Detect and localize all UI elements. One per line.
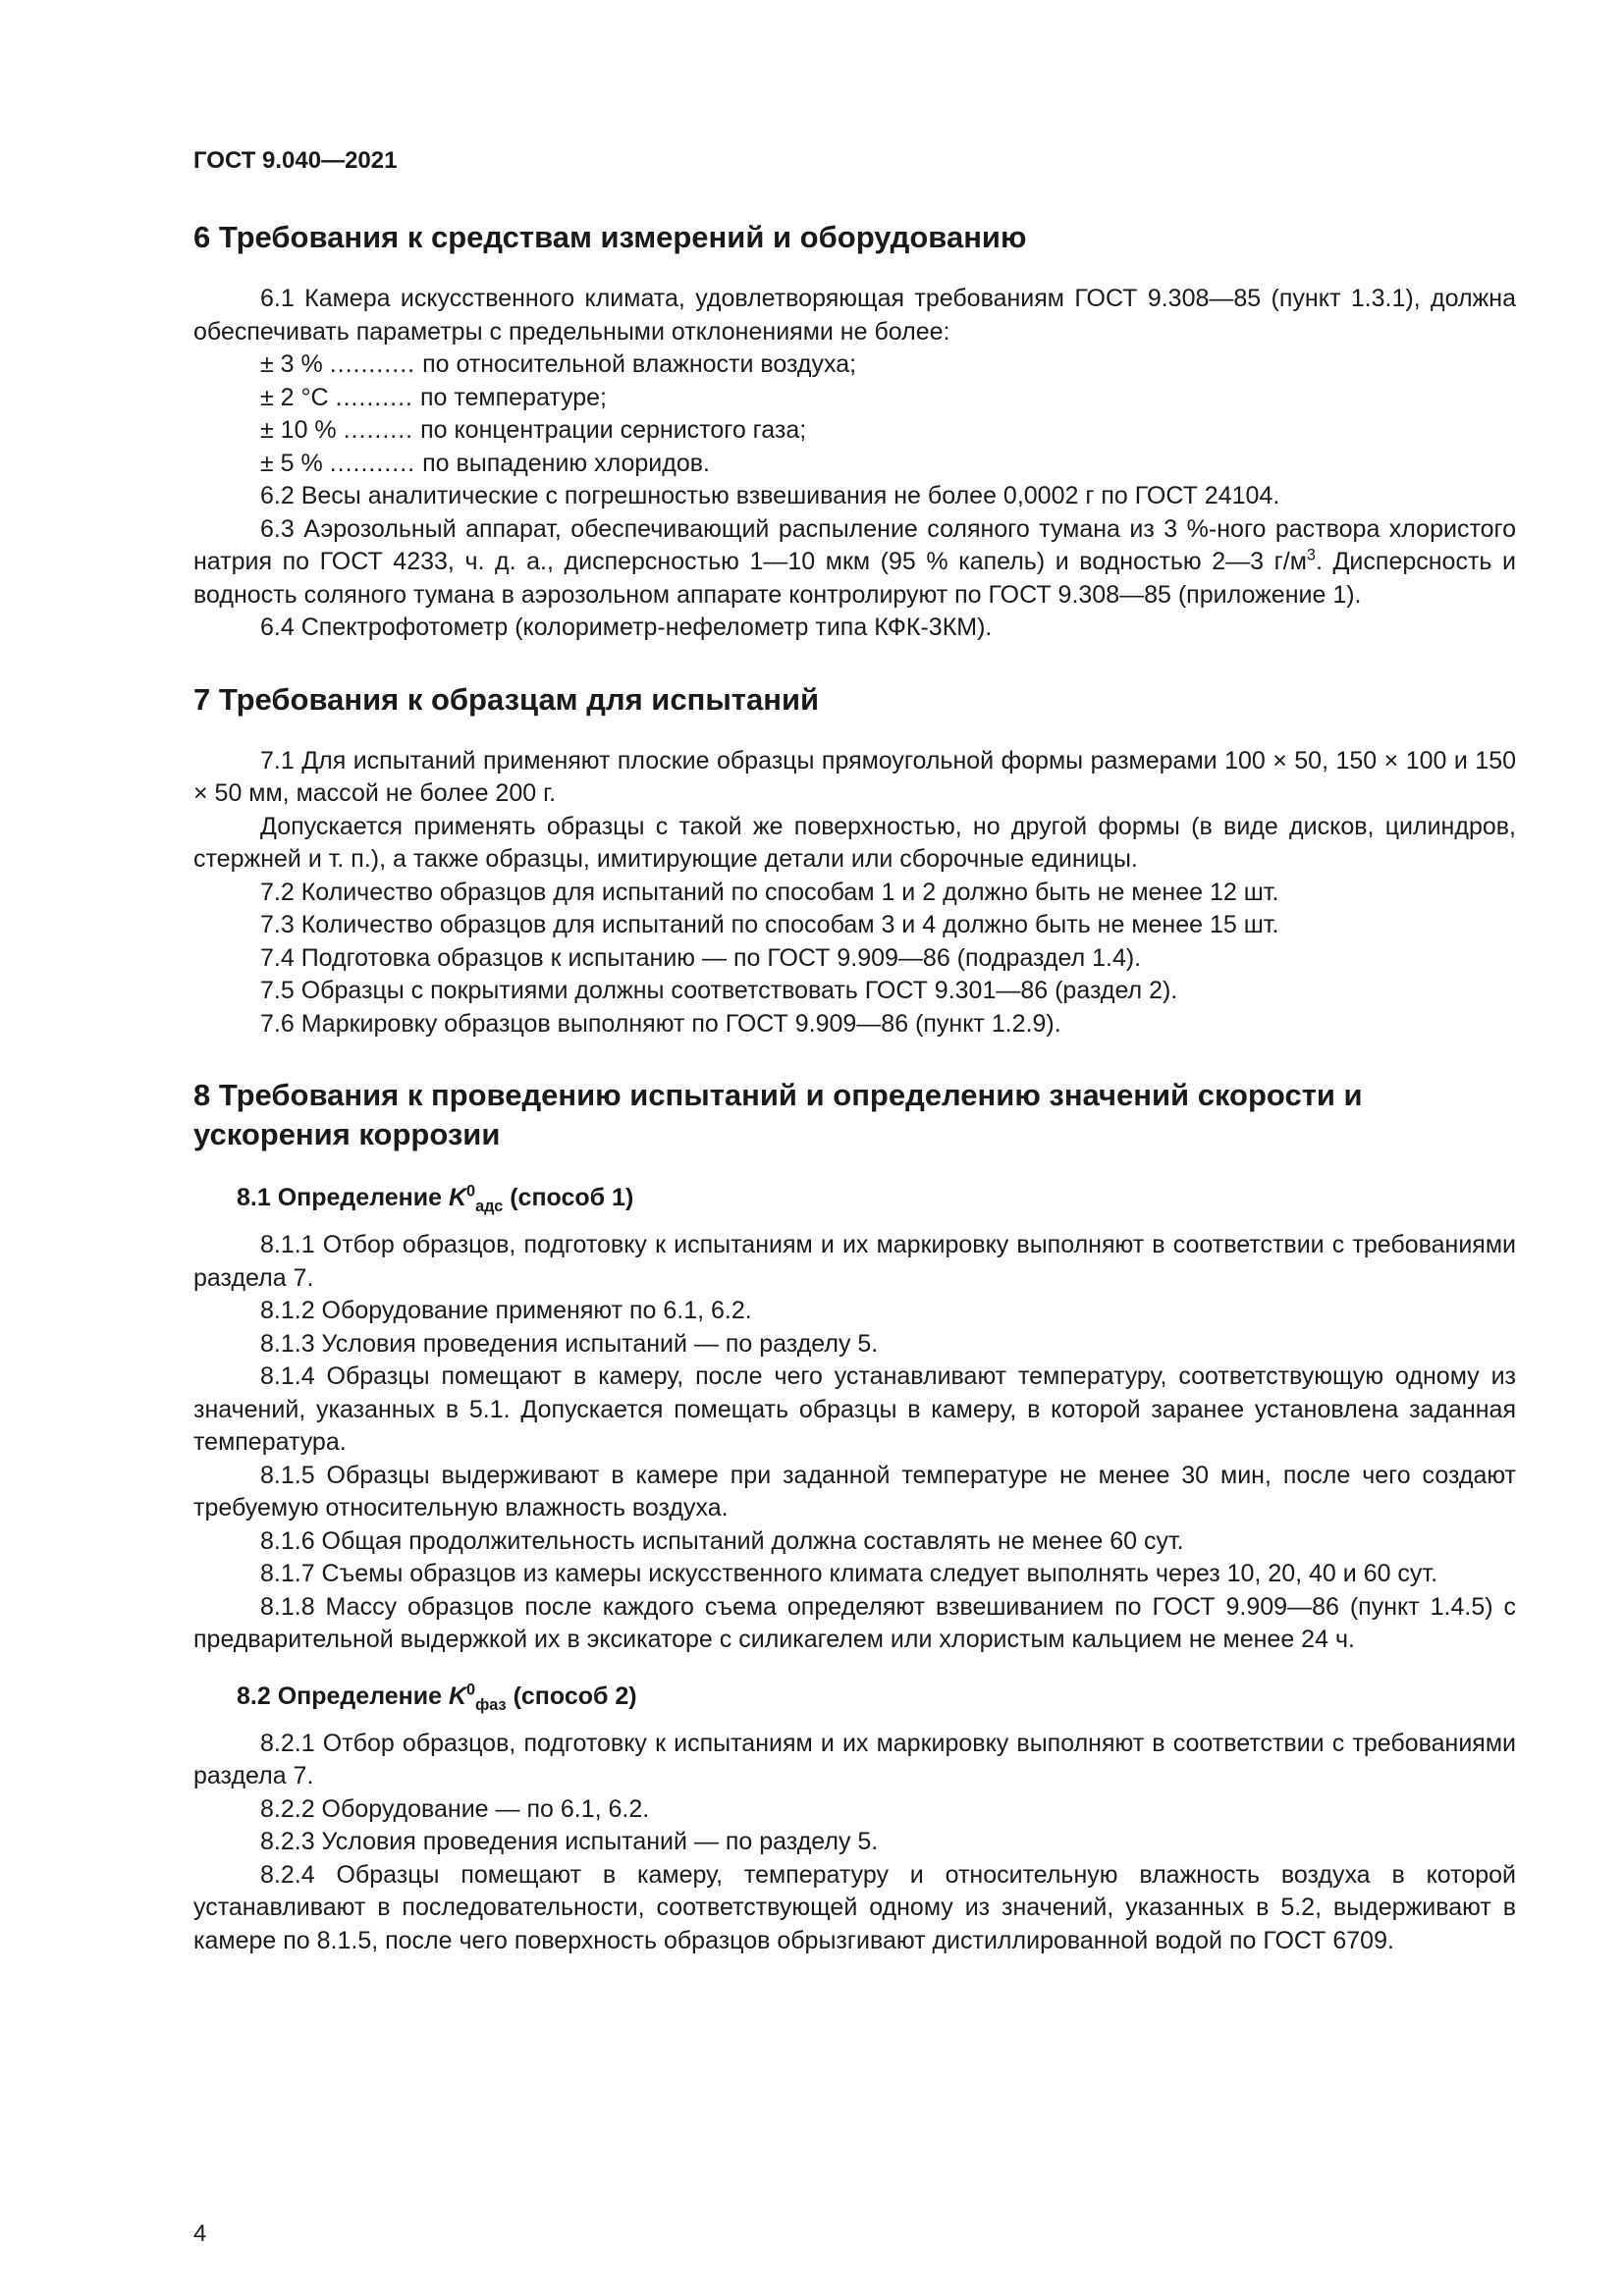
tolerance-text: по выпадению хлоридов. (422, 449, 710, 477)
subsection-8-1-title (237, 1180, 1516, 1215)
paragraph-7-2: 7.2 Количество образцов для испытаний по способам 1 и 2 должно быть не менее 12 шт. (260, 878, 1279, 906)
subsection-8-2-title (237, 1679, 1516, 1714)
section-8-title: 8 Требования к проведению испытаний и определению значений скорости и ускорения коррозии (193, 1078, 1363, 1151)
paragraph-7-3: 7.3 Количество образцов для испытаний по способам 3 и 4 должно быть не менее 15 шт. (260, 911, 1279, 938)
paragraph-7-6: 7.6 Маркировку образцов выполняют по ГОСТ 9.909—86 (пункт 1.2.9). (260, 1009, 1061, 1038)
tolerance-value: ± 10 % (260, 416, 337, 444)
superscript-cube: 3 (1306, 546, 1316, 564)
k-symbol: K (448, 1682, 467, 1710)
section-6-title: 6 Требования к средствам измерений и оборудованию (193, 220, 1027, 254)
paragraph-8-1-1: 8.1.1 Отбор образцов, подготовку к испытаниям и их маркировку выполняют в соответствии с требованиями раздела 7. (193, 1231, 1516, 1292)
k-superscript: 0 (466, 1182, 476, 1201)
k-superscript: 0 (466, 1681, 476, 1699)
subsection-prefix: 8.2 Определение (237, 1682, 449, 1710)
leader-dots: ......... (343, 416, 414, 444)
paragraph-8-1-7: 8.1.7 Съемы образцов из камеры искусственного климата следует выполнять через 10, 20, 40 и 60 сут. (260, 1560, 1438, 1587)
paragraph-8-1-8: 8.1.8 Массу образцов после каждого съема определяют взвешиванием по ГОСТ 9.909—86 (пункт 1.4.5) с предварительной выдержкой их в эксикаторе с силикагелем или хлористым кальцием не менее 24 ч. (193, 1592, 1516, 1653)
paragraph-8-2-3: 8.2.3 Условия проведения испытаний — по разделу 5. (260, 1828, 879, 1855)
tolerance-value: ± 5 % (260, 449, 323, 477)
tolerance-text: по относительной влажности воздуха; (422, 350, 857, 378)
subsection-suffix: (способ 2) (506, 1682, 637, 1710)
paragraph-7-5: 7.5 Образцы с покрытиями должны соответствовать ГОСТ 9.301—86 (раздел 2). (260, 977, 1178, 1004)
tolerance-text: по концентрации сернистого газа; (420, 416, 807, 444)
tolerance-row (193, 348, 1516, 382)
subsection-prefix: 8.1 Определение (237, 1184, 449, 1211)
paragraph-6-2: 6.2 Весы аналитические с погрешностью взвешивания не более 0,0002 г по ГОСТ 24104. (260, 482, 1280, 509)
paragraph-7-4: 7.4 Подготовка образцов к испытанию — по ГОСТ 9.909—86 (подраздел 1.4). (260, 943, 1142, 972)
tolerance-value: ± 2 °С (260, 383, 329, 411)
paragraph-8-1-6: 8.1.6 Общая продолжительность испытаний должна составлять не менее 60 сут. (260, 1526, 1184, 1555)
k-subscript: адс (475, 1198, 504, 1215)
leader-dots: ........... (329, 350, 416, 378)
paragraph-6-3 (193, 513, 1516, 613)
document-id-header: ГОСТ 9.040—2021 (193, 147, 398, 174)
tolerance-value: ± 3 % (260, 350, 323, 378)
tolerance-row (193, 414, 1516, 448)
tolerance-row (193, 448, 1516, 481)
paragraph-8-2-1: 8.2.1 Отбор образцов, подготовку к испытаниям и их маркировку выполняют в соответствии с требованиями раздела 7. (193, 1729, 1516, 1789)
subsection-suffix: (способ 1) (503, 1184, 634, 1211)
paragraph-7-1-continued: Допускается применять образцы с такой же поверхностью, но другой формы (в виде дисков, цилиндров, стержней и т. п.), а также образцы, имитирующие детали или сборочные единицы. (193, 812, 1516, 873)
paragraph-6-3-part-b: . Дисперсность и водность соляного тумана в аэрозольном аппарате контролируют по ГОСТ 9.308—85 (приложение 1). (193, 548, 1516, 609)
paragraph-8-1-4: 8.1.4 Образцы помещают в камеру, после чего устанавливают температуру, соответствующую одному из значений, указанных в 5.1. Допускается помещать образцы в камеру, в которой заранее установлена заданная температура. (193, 1362, 1516, 1456)
paragraph-7-1: 7.1 Для испытаний применяют плоские образцы прямоугольной формы размерами 100 × 50, 150 × 100 и 150 × 50 мм, массой не более 200 г. (193, 746, 1516, 807)
page-content (193, 218, 1516, 1957)
k-subscript: фаз (475, 1695, 507, 1714)
paragraph-8-2-2: 8.2.2 Оборудование — по 6.1, 6.2. (260, 1794, 650, 1823)
section-7-title: 7 Требования к образцам для испытаний (193, 681, 820, 717)
paragraph-6-4: 6.4 Спектрофотометр (колориметр-нефелометр типа КФК-3КМ). (260, 614, 993, 641)
leader-dots: .......... (335, 383, 413, 411)
paragraph-8-1-2: 8.1.2 Оборудование применяют по 6.1, 6.2. (260, 1297, 752, 1324)
tolerance-text: по температуре; (419, 383, 608, 411)
tolerance-row (193, 382, 1516, 415)
page-number: 4 (193, 2220, 207, 2247)
paragraph-6-3-part-a: 6.3 Аэрозольный аппарат, обеспечивающий распыление соляного тумана из 3 %-ного раствора хлористого натрия по ГОСТ 4233, ч. д. а., дисперсностью 1—10 мкм (95 % капель) и водностью 2—3 г/м (193, 514, 1516, 575)
leader-dots: ........... (329, 449, 416, 477)
k-symbol: K (448, 1184, 467, 1211)
paragraph-6-1: 6.1 Камера искусственного климата, удовлетворяющая требованиям ГОСТ 9.308—85 (пункт 1.3.1), должна обеспечивать параметры с предельными отклонениями не более: (193, 285, 1516, 346)
paragraph-8-1-3: 8.1.3 Условия проведения испытаний — по разделу 5. (260, 1329, 879, 1358)
paragraph-8-1-5: 8.1.5 Образцы выдерживают в камере при заданной температуре не менее 30 мин, после чего создают требуемую относительную влажность воздуха. (193, 1461, 1516, 1522)
paragraph-8-2-4: 8.2.4 Образцы помещают в камеру, температуру и относительную влажность воздуха в которой устанавливают в последовательности, соответствующей одному из значений, указанных в 5.2, выдерживают в камере по 8.1.5, после чего поверхность образцов обрызгивают дистиллированной водой по ГОСТ 6709. (193, 1860, 1516, 1954)
